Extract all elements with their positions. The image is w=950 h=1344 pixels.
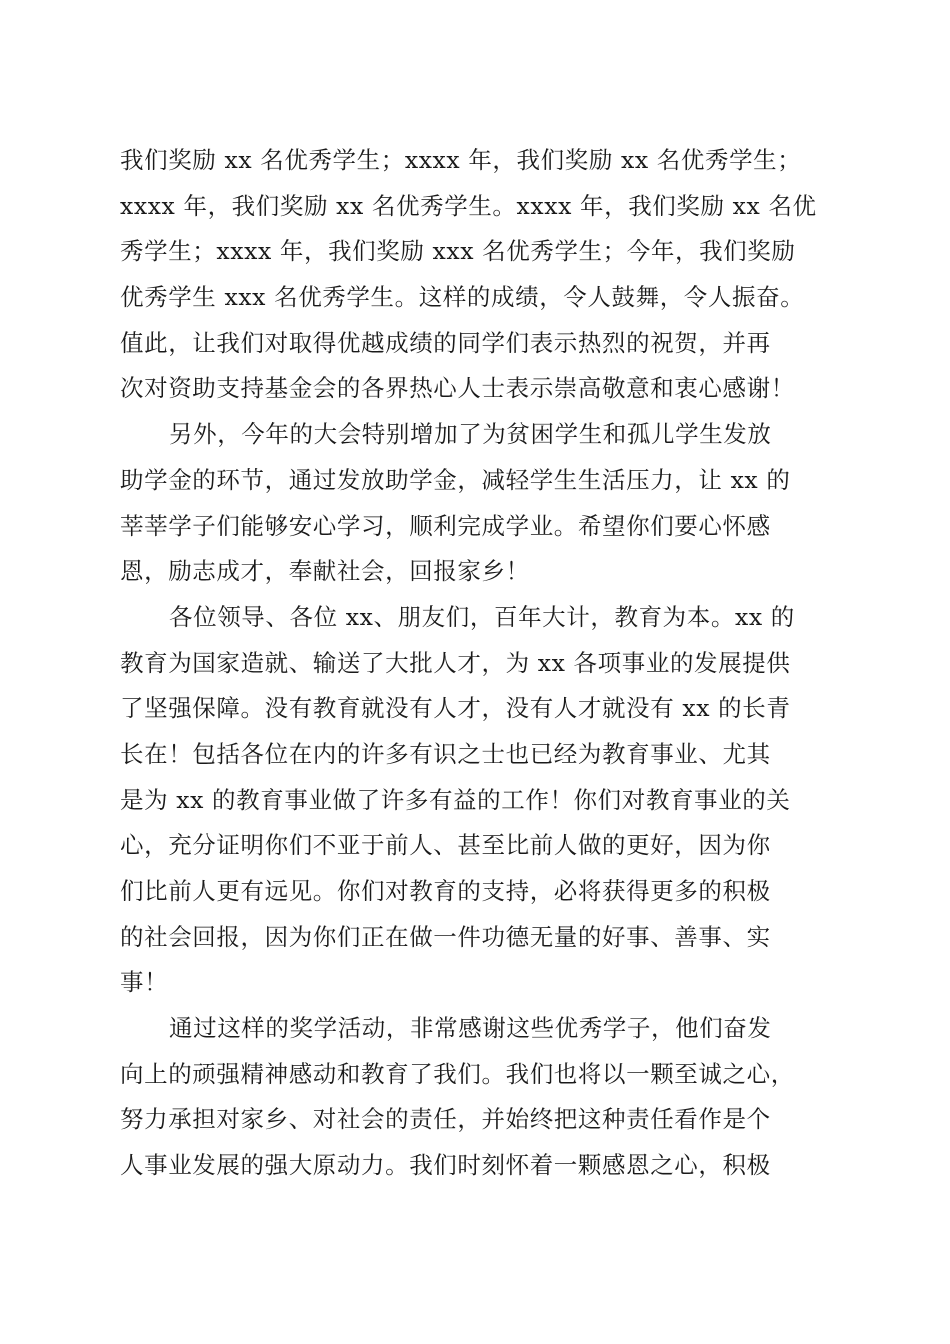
text-line: 次对资助支持基金会的各界热心人士表示崇高敬意和衷心感谢！ [120,374,795,403]
text-line: 的社会回报，因为你们正在做一件功德无量的好事、善事、实 [120,922,771,951]
text-line: 是为 xx 的教育事业做了许多有益的工作！你们对教育事业的关 [120,785,791,814]
text-line: 长在！包括各位在内的许多有识之士也已经为教育事业、尤其 [120,739,771,768]
text-line: 我们奖励 xx 名优秀学生；xxxx 年，我们奖励 xx 名优秀学生； [120,146,802,174]
text-line: 恩，励志成才，奉献社会，回报家乡！ [120,557,530,586]
paragraph-start-line: 各位领导、各位 xx、朋友们，百年大计，教育为本。xx 的 [169,602,795,631]
text-line: 莘莘学子们能够安心学习，顺利完成学业。希望你们要心怀感 [120,511,771,540]
text-line: 助学金的环节，通过发放助学金，减轻学生生活压力，让 xx 的 [120,465,791,494]
text-line: 事！ [120,968,169,997]
body-text [120,138,832,1189]
text-line: 秀学生；xxxx 年，我们奖励 xxx 名优秀学生；今年，我们奖励 [120,237,796,266]
paragraph-start-line: 通过这样的奖学活动，非常感谢这些优秀学子，他们奋发 [169,1014,772,1043]
text-line: xxxx 年，我们奖励 xx 名优秀学生。xxxx 年，我们奖励 xx 名优 [120,191,817,220]
text-line: 努力承担对家乡、对社会的责任，并始终把这种责任看作是个 [120,1105,771,1134]
text-line: 们比前人更有远见。你们对教育的支持，必将获得更多的积极 [120,877,771,905]
text-line: 人事业发展的强大原动力。我们时刻怀着一颗感恩之心，积极 [120,1151,771,1180]
text-line: 教育为国家造就、输送了大批人才，为 xx 各项事业的发展提供 [120,648,791,677]
text-line: 值此，让我们对取得优越成绩的同学们表示热烈的祝贺，并再 [120,328,771,357]
text-line: 向上的顽强精神感动和教育了我们。我们也将以一颗至诚之心， [120,1059,795,1088]
paragraph-start-line: 另外，今年的大会特别增加了为贫困学生和孤儿学生发放 [169,420,772,449]
text-line: 了坚强保障。没有教育就没有人才，没有人才就没有 xx 的长青 [120,694,791,723]
text-line: 心，充分证明你们不亚于前人、甚至比前人做的更好，因为你 [120,831,771,860]
text-line: 优秀学生 xxx 名优秀学生。这样的成绩，令人鼓舞，令人振奋。 [120,283,805,312]
